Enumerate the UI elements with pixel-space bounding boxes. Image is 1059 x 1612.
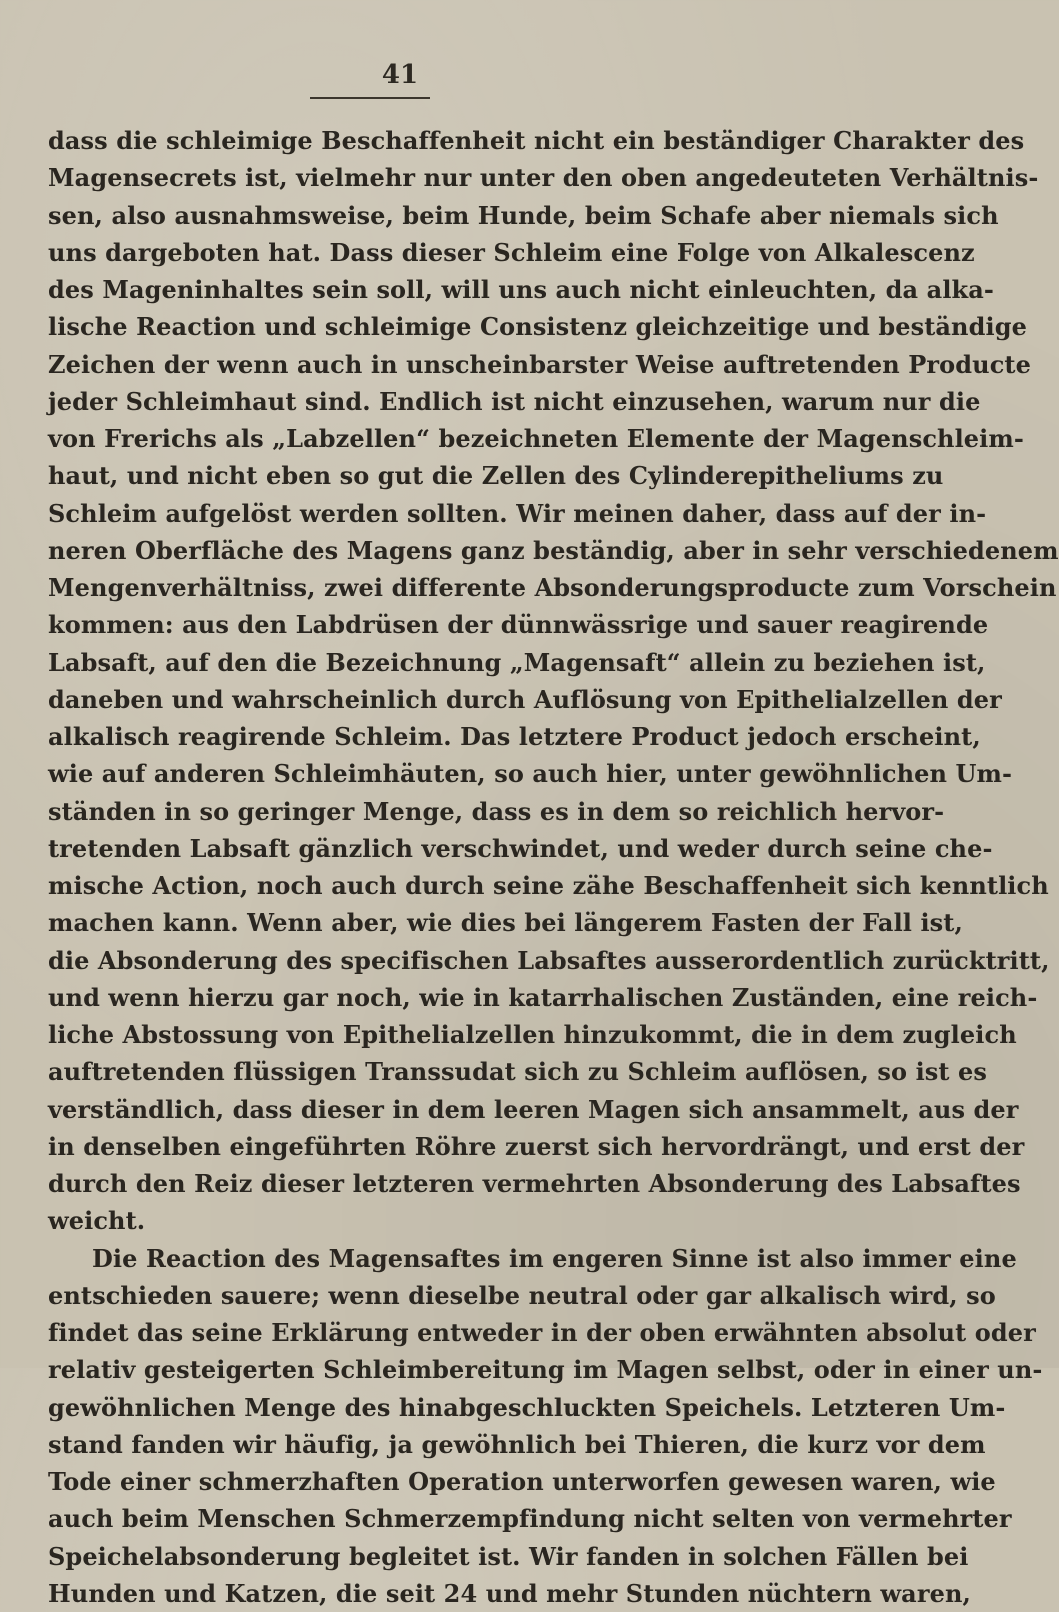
text-line: tretenden Labsaft gänzlich verschwindet, und weder durch seine che- — [48, 833, 993, 863]
text-line: von Frerichs als „Labzellen“ bezeichneten Elemente der Magenschleim- — [48, 424, 1024, 453]
text-line: Hunden und Katzen, die seit 24 und mehr Stunden nüchtern waren, — [48, 1578, 971, 1608]
body-text — [48, 122, 1059, 1612]
text-line: neren Oberfläche des Magens ganz beständig, aber in sehr verschiedenem — [48, 535, 1059, 565]
text-line: Schleim aufgelöst werden sollten. Wir meinen daher, dass auf der in- — [48, 498, 987, 528]
text-line: auch beim Menschen Schmerzempfindung nicht selten von vermehrter — [48, 1504, 1012, 1534]
text-line: stand fanden wir häufig, ja gewöhnlich bei Thieren, die kurz vor dem — [48, 1429, 986, 1459]
text-line: entschieden sauere; wenn dieselbe neutral oder gar alkalisch wird, so — [48, 1280, 996, 1310]
text-line: kommen: aus den Labdrüsen der dünnwässrige und sauer reagirende — [48, 610, 989, 640]
text-line: Zeichen der wenn auch in unscheinbarster Weise auftretenden Producte — [48, 349, 1031, 379]
text-line: verständlich, dass dieser in dem leeren Magen sich ansammelt, aus der — [48, 1094, 1019, 1124]
text-line: jeder Schleimhaut sind. Endlich ist nicht einzusehen, warum nur die — [48, 386, 981, 416]
text-line: Mengenverhältniss, zwei differente Absonderungsproducte zum Vorschein — [48, 573, 1057, 602]
text-line: auftretenden flüssigen Transsudat sich zu Schleim auflösen, so ist es — [48, 1057, 988, 1087]
text-line: in denselben eingeführten Röhre zuerst sich hervordrängt, und erst der — [48, 1131, 1025, 1161]
text-line: dass die schleimige Beschaffenheit nicht ein beständiger Charakter des — [48, 126, 1025, 155]
text-line: daneben und wahrscheinlich durch Auflösung von Epithelialzellen der — [48, 684, 1002, 714]
text-line: und wenn hierzu gar noch, wie in katarrhalischen Zuständen, eine reich- — [48, 982, 1038, 1012]
text-line: durch den Reiz dieser letzteren vermehrten Absonderung des Labsaftes — [48, 1169, 1021, 1198]
text-line: Magensecrets ist, vielmehr nur unter den oben angedeuteten Verhältnis- — [48, 163, 1039, 193]
text-line: die Absonderung des specifischen Labsaftes ausserordentlich zurücktritt, — [48, 945, 1050, 975]
text-line: wie auf anderen Schleimhäuten, so auch hier, unter gewöhnlichen Um- — [48, 759, 1013, 789]
text-line: Die Reaction des Magensaftes im engeren Sinne ist also immer eine — [92, 1243, 1017, 1273]
text-line: lische Reaction und schleimige Consistenz gleichzeitige und beständige — [48, 312, 1027, 342]
text-line: machen kann. Wenn aber, wie dies bei längerem Fasten der Fall ist, — [48, 908, 963, 938]
text-line: liche Abstossung von Epithelialzellen hinzukommt, die in dem zugleich — [48, 1020, 1017, 1049]
text-line: findet das seine Erklärung entweder in der oben erwähnten absolut oder — [48, 1318, 1036, 1347]
text-line: Labsaft, auf den die Bezeichnung „Magensaft“ allein zu beziehen ist, — [48, 647, 986, 677]
text-line: uns dargeboten hat. Dass dieser Schleim eine Folge von Alkalescenz — [48, 237, 975, 267]
text-line: Speichelabsonderung begleitet ist. Wir fanden in solchen Fällen bei — [48, 1541, 969, 1571]
text-line: ständen in so geringer Menge, dass es in dem so reichlich hervor- — [48, 796, 945, 826]
text-line: alkalisch reagirende Schleim. Das letztere Product jedoch erscheint, — [48, 722, 981, 751]
text-line: Tode einer schmerzhaften Operation unterworfen gewesen waren, wie — [48, 1467, 996, 1496]
text-line: mische Action, noch auch durch seine zähe Beschaffenheit sich kenntlich — [48, 871, 1049, 900]
text-line: haut, und nicht eben so gut die Zellen des Cylinderepitheliums zu — [48, 461, 944, 491]
text-line: gewöhnlichen Menge des hinabgeschluckten Speichels. Letzteren Um- — [48, 1392, 1006, 1422]
text-line: des Mageninhaltes sein soll, will uns auch nicht einleuchten, da alka- — [48, 275, 994, 304]
text-line: sen, also ausnahmsweise, beim Hunde, beim Schafe aber niemals sich — [48, 200, 999, 230]
page-number: 41 — [381, 60, 419, 90]
text-line: relativ gesteigerten Schleimbereitung im Magen selbst, oder in einer un- — [48, 1355, 1043, 1385]
page-number-rule — [310, 97, 430, 99]
text-line: weicht. — [48, 1206, 146, 1236]
